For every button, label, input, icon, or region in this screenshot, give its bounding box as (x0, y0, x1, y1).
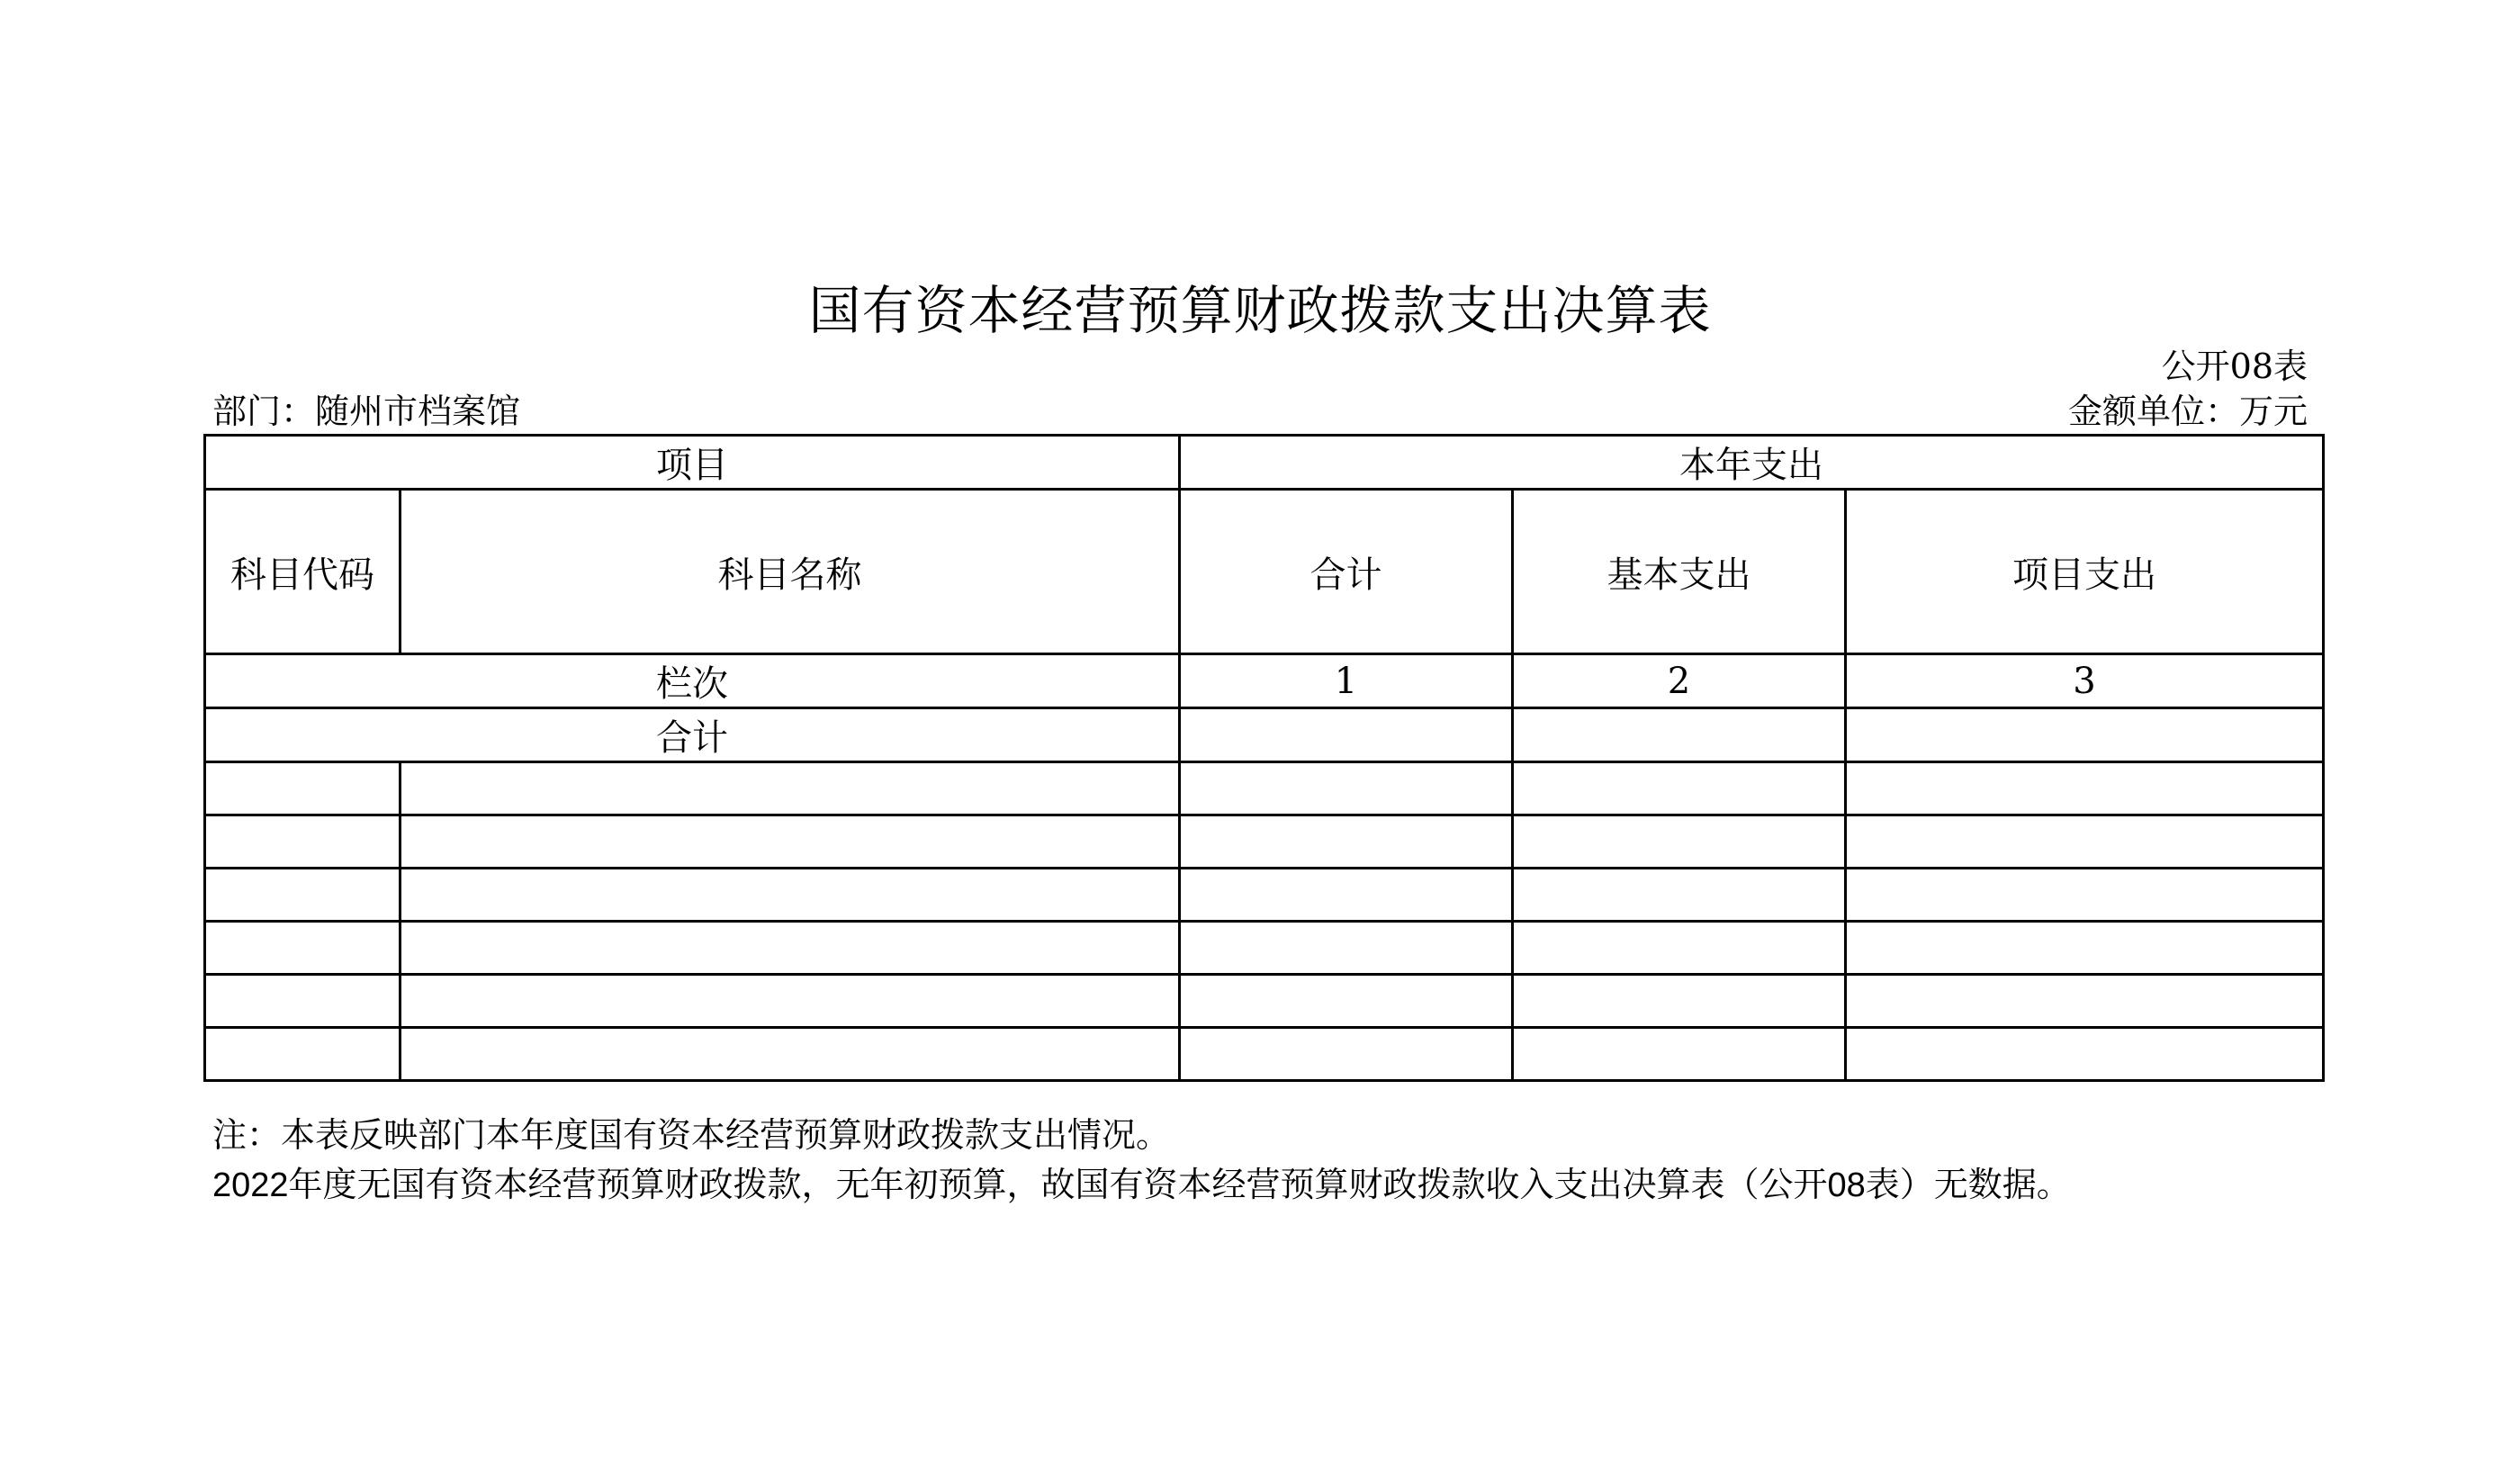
cell-basic (1513, 762, 1846, 815)
total-row-label: 合计 (205, 708, 1180, 762)
cell-total (1180, 869, 1513, 922)
cell-code (205, 762, 400, 815)
table-note: 注：本表反映部门本年度国有资本经营预算财政拨款支出情况。 (212, 1115, 1171, 1155)
total-row (205, 708, 2324, 762)
cell-total (1180, 922, 1513, 975)
no-data-note: 2022年度无国有资本经营预算财政拨款，无年初预算，故国有资本经营预算财政拨款收入支出决算表（公开08表）无数据。 (212, 1166, 2071, 1204)
header-current-year-expenditure: 本年支出 (1180, 436, 2324, 490)
table-row (205, 922, 2324, 975)
total-row-project (1846, 708, 2324, 762)
page-title: 国有资本经营预算财政拨款支出决算表 (808, 280, 1712, 341)
header-subject-code: 科目代码 (205, 490, 400, 654)
column-number-row (205, 654, 2324, 708)
cell-total (1180, 975, 1513, 1028)
table-row (205, 815, 2324, 869)
header-basic-expenditure: 基本支出 (1513, 490, 1846, 654)
cell-project (1846, 922, 2324, 975)
cell-name (400, 1028, 1180, 1081)
cell-code (205, 975, 400, 1028)
cell-code (205, 922, 400, 975)
cell-project (1846, 762, 2324, 815)
cell-total (1180, 1028, 1513, 1081)
column-number-label: 栏次 (205, 654, 1180, 708)
cell-basic (1513, 1028, 1846, 1081)
table-row (205, 975, 2324, 1028)
total-row-basic (1513, 708, 1846, 762)
header-total: 合计 (1180, 490, 1513, 654)
cell-name (400, 762, 1180, 815)
expenditure-table (203, 434, 2325, 1082)
cell-basic (1513, 975, 1846, 1028)
column-number-total: 1 (1180, 654, 1513, 708)
cell-basic (1513, 815, 1846, 869)
total-row-total (1180, 708, 1513, 762)
cell-name (400, 975, 1180, 1028)
cell-code (205, 815, 400, 869)
header-row-1 (205, 436, 2324, 490)
header-project: 项目 (205, 436, 1180, 490)
cell-name (400, 815, 1180, 869)
department-label: 部门：随州市档案馆 (212, 392, 521, 431)
table-row (205, 762, 2324, 815)
cell-basic (1513, 869, 1846, 922)
cell-project (1846, 1028, 2324, 1081)
header-subject-name: 科目名称 (400, 490, 1180, 654)
cell-total (1180, 762, 1513, 815)
table-row (205, 1028, 2324, 1081)
cell-name (400, 869, 1180, 922)
cell-project (1846, 975, 2324, 1028)
cell-project (1846, 815, 2324, 869)
cell-basic (1513, 922, 1846, 975)
cell-code (205, 1028, 400, 1081)
form-number: 公开08表 (2161, 347, 2308, 386)
cell-project (1846, 869, 2324, 922)
column-number-project: 3 (1846, 654, 2324, 708)
column-number-basic: 2 (1513, 654, 1846, 708)
table-row (205, 869, 2324, 922)
amount-unit-label: 金额单位：万元 (2067, 392, 2308, 431)
header-row-2 (205, 490, 2324, 654)
cell-code (205, 869, 400, 922)
header-project-expenditure: 项目支出 (1846, 490, 2324, 654)
cell-total (1180, 815, 1513, 869)
cell-name (400, 922, 1180, 975)
